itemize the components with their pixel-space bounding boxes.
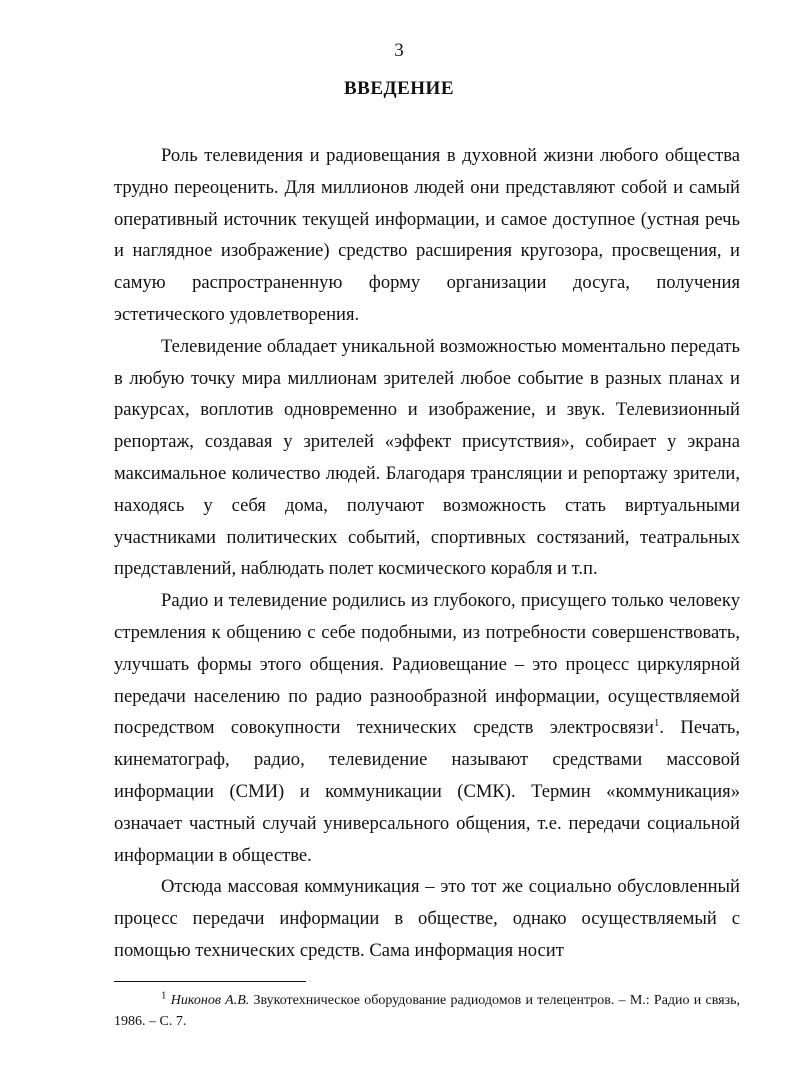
paragraph-3-text-a: Радио и телевидение родились из глубокого, присущего только человеку стремления к общению с себе подобными, из потребности совершенствовать, улучшать формы этого общения. Радиовещание – это процесс циркулярной передачи населению по радио разнообразной информации, осуществляемой посредством совокупности технических средств электросвязи (114, 590, 740, 739)
section-heading: ВВЕДЕНИЕ (344, 78, 454, 99)
body-text (114, 140, 740, 967)
footnote (114, 990, 740, 1032)
paragraph-1: Роль телевидения и радиовещания в духовной жизни любого общества трудно переоценить. Для миллионов людей они представляют собой и самый оперативный источник текущей информации, и самое доступное (устная речь и наглядное изображение) средство расширения кругозора, просвещения, и самую распространенную форму организации досуга, получения эстетического удовлетворения. (114, 145, 740, 325)
footnote-mark: 1 (161, 989, 167, 1002)
footnote-text: Звукотехническое оборудование радиодомов и телецентров. – М.: Радио и связь, 1986. – С. 7. (114, 993, 740, 1029)
paragraph-4: Отсюда массовая коммуникация – это тот же социально обусловленный процесс передачи информации в обществе, однако осуществляемый с помощью технических средств. Сама информация носит (114, 876, 740, 961)
footnote-reference: 1 (653, 717, 660, 730)
paragraph-3-text-b: . Печать, кинематограф, радио, телевидение называют средствами массовой информации (СМИ) и коммуникации (СМК). Термин «коммуникация» означает частный случай универсального общения, т.е. передачи социальной информации в обществе. (114, 717, 740, 866)
footnote-author: Никонов А.В. (170, 993, 250, 1008)
paragraph-2: Телевидение обладает уникальной возможностью моментально передать в любую точку мира миллионам зрителей любое событие в разных планах и ракурсах, воплотив одновременно и изображение, и звук. Телевизионный репортаж, создавая у зрителей «эффект присутствия», собирает у экрана максимальное количество людей. Благодаря трансляции и репортажу зрители, находясь у себя дома, получают возможность стать виртуальными участниками политических событий, спортивных состязаний, театральных представлений, наблюдать полет космического корабля и т.п. (114, 335, 740, 580)
page-number: 3 (394, 40, 404, 61)
footnote-separator (114, 981, 306, 982)
paragraph-3 (114, 585, 740, 871)
